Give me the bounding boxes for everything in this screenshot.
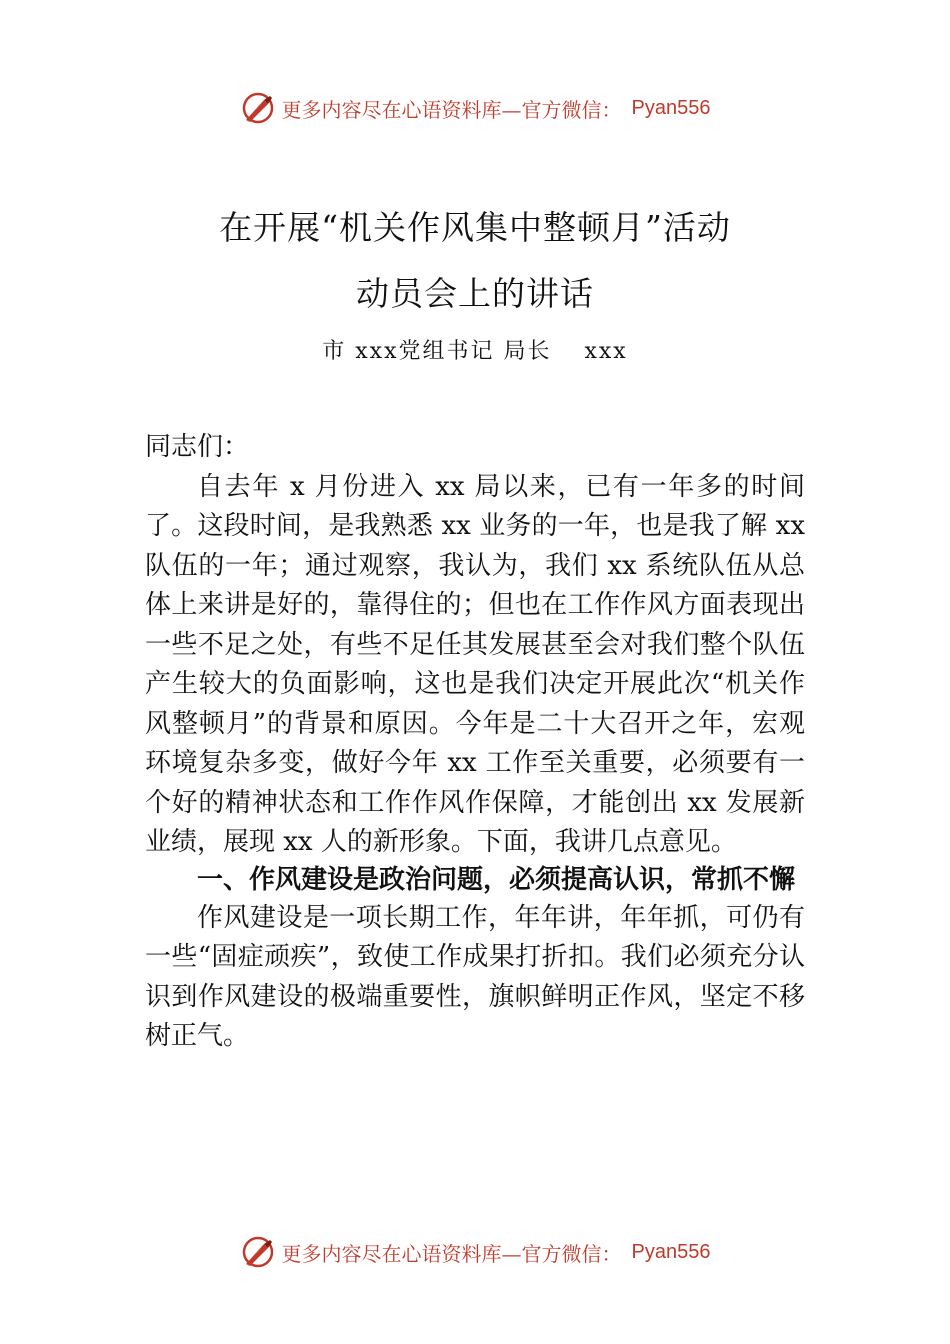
section-heading-1: 一、作风建设是政治问题，必须提高认识，常抓不懈 (197, 864, 796, 895)
pen-nib-logo-icon (240, 90, 276, 126)
watermark-text: 更多内容尽在心语资料库—官方微信： (281, 1241, 622, 1266)
document-body (145, 428, 805, 1057)
document-byline: 市 xxx党组书记 局长 xxx (322, 339, 628, 364)
watermark-header (0, 88, 950, 128)
watermark-footer (0, 1232, 950, 1272)
salutation: 同志们： (145, 432, 250, 462)
document-title-line2: 动员会上的讲话 (356, 274, 594, 313)
document-title-line1: 在开展“机关作风集中整顿月”活动 (219, 208, 731, 247)
pen-nib-logo-icon (240, 1234, 276, 1270)
watermark-text: 更多内容尽在心语资料库—官方微信： (281, 97, 622, 122)
paragraph-intro: 自去年 x 月份进入 xx 局以来，已有一年多的时间了。这段时间，是我熟悉 xx 业务的一年，也是我了解 xx 队伍的一年；通过观察，我认为，我们 xx 系统队伍从总体上来讲是好的，靠得住的；但也在工作作风方面表现出一些不足之处，有些不足任其发展甚至会对我们整个队伍产生较大的负面影响，这也是我们决定开展此次“机关作风整顿月”的背景和原因。今年是二十大召开之年，宏观环境复杂多变，做好今年 xx 工作至关重要，必须要有一个好的精神状态和工作作风作保障，才能创出 xx 发展新业绩，展现 xx 人的新形象。下面，我讲几点意见。 (145, 471, 805, 857)
watermark-wechat-id: Pyan556 (631, 1240, 711, 1263)
watermark-wechat-id: Pyan556 (631, 96, 711, 119)
paragraph-section-1: 作风建设是一项长期工作，年年讲，年年抓，可仍有一些“固症顽疾”，致使工作成果打折扣。我们必须充分认识到作风建设的极端重要性，旗帜鲜明正作风，坚定不移树正气。 (145, 902, 805, 1051)
